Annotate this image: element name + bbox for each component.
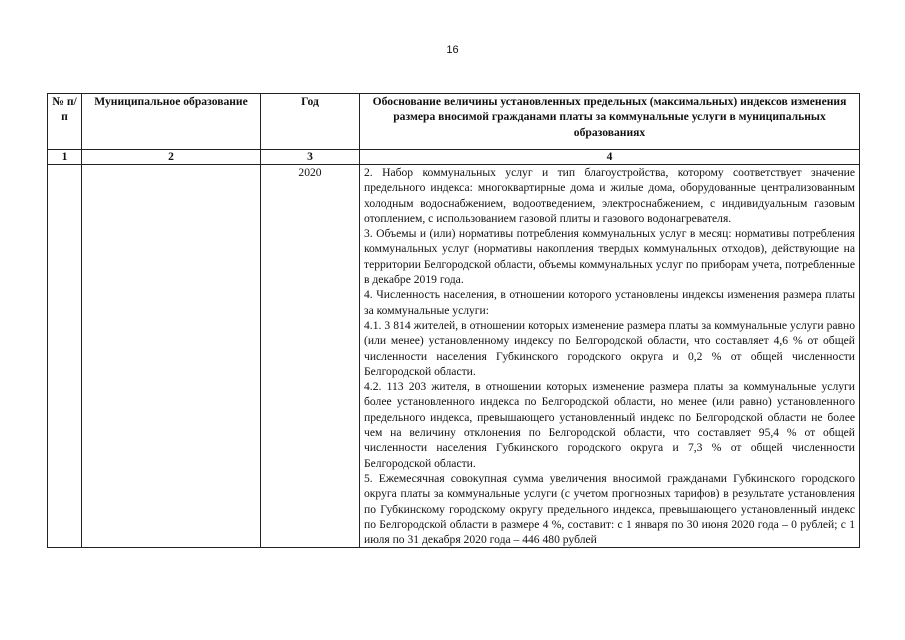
header-municipality: Муниципальное образование: [82, 94, 261, 150]
paragraph-item-4: 4. Численность населения, в отношении которого установлены индексы изменения размера платы за коммунальные услуги:: [364, 288, 855, 317]
row-municipality: [82, 165, 261, 548]
page-number: 16: [446, 44, 459, 56]
column-number: 3: [261, 150, 360, 165]
header-row: [48, 94, 860, 150]
header-justification: Обоснование величины установленных предельных (максимальных) индексов изменения размера вносимой гражданами платы за коммунальные услуги в муниципальных образованиях: [360, 94, 860, 150]
header-year: Год: [261, 94, 360, 150]
header-num: № п/п: [48, 94, 82, 150]
column-number-row: [48, 150, 860, 165]
paragraph-item-4-2: 4.2. 113 203 жителя, в отношении которых изменение размера платы за коммунальные услуги более установленного индекса по Белгородской области, но менее (или равно) установленного предельного индекса, превышающего установленный индекс по Белгородской области не более чем на величину отклонения по Белгородской области, что составляет 95,4 % от общей численности населения Губкинского городского округа и 7,3 % от общей численности Белгородской области.: [364, 380, 855, 470]
indices-table: [47, 93, 860, 548]
paragraph-item-3: 3. Объемы и (или) нормативы потребления коммунальных услуг в месяц: нормативы потребления коммунальных услуг (нормативы накопления твердых коммунальных отходов), действующие на территории Белгородской области, объемы коммунальных услуг по приборам учета, потребленные в декабре 2019 года.: [364, 227, 855, 287]
paragraph-item-5: 5. Ежемесячная совокупная сумма увеличения вносимой гражданами Губкинского городского округа платы за коммунальные услуги (с учетом прогнозных тарифов) в результате установления по Губкинскому городскому округу предельного индекса, превышающего установленный индекс по Белгородской области в размере 4 %, составит: с 1 января по 30 июня 2020 года – 0 рублей; с 1 июля по 31 декабря 2020 года – 446 480 рублей: [364, 471, 855, 547]
paragraph-item-4-1: 4.1. 3 814 жителей, в отношении которых изменение размера платы за коммунальные услуги равно (или менее) установленному индексу по Белгородской области, что составляет 4,6 % от общей численности населения Губкинского городского округа и 0,2 % от общей численности Белгородской области.: [364, 318, 855, 378]
table-row: [48, 165, 860, 548]
column-number: 2: [82, 150, 261, 165]
column-number: 1: [48, 150, 82, 165]
row-justification: [360, 165, 860, 548]
column-number: 4: [360, 150, 860, 165]
row-year: 2020: [261, 165, 360, 548]
paragraph-item-2: 2. Набор коммунальных услуг и тип благоустройства, которому соответствует значение предельного индекса: многоквартирные дома и жилые дома, оборудованные централизованным холодным водоснабжением, водоотведением, электроснабжением, с индивидуальным газовым отоплением, с использованием газовой плиты и газового водонагревателя.: [364, 166, 855, 225]
row-num: [48, 165, 82, 548]
